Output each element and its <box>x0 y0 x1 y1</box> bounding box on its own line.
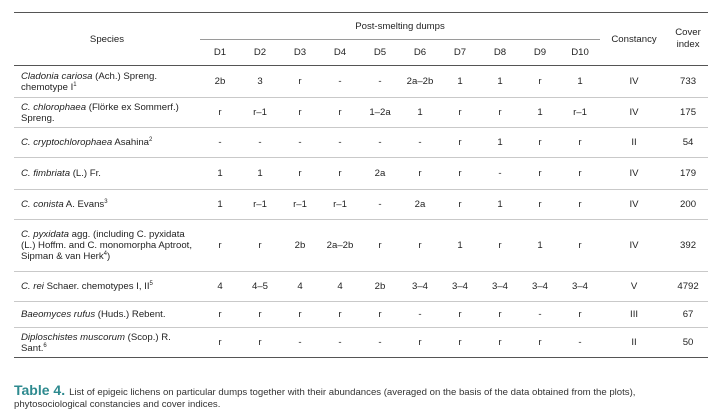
abundance-cell: 3–4 <box>531 281 548 292</box>
table-row <box>14 220 708 272</box>
constancy-cell: IV <box>629 76 639 87</box>
species-name <box>14 302 200 328</box>
species-name-tail: ) <box>107 251 111 262</box>
species-name <box>14 98 200 128</box>
species-authority: (Huds.) Rebent. <box>95 309 166 320</box>
abundance-cell: r <box>498 107 502 118</box>
abundance-cell: r <box>458 337 462 348</box>
dump-header-d1: D1 <box>200 40 240 66</box>
constancy-cell: IV <box>629 107 639 118</box>
abundance-cell: 1 <box>217 199 223 210</box>
table-row <box>14 66 708 98</box>
species-name-italic: C. conista <box>21 199 64 210</box>
caption-title: Table 4. <box>14 382 66 398</box>
abundance-cell: r <box>578 199 582 210</box>
constancy-cell: II <box>631 137 637 148</box>
abundance-cell: r <box>458 137 462 148</box>
species-header: Species <box>14 13 200 66</box>
abundance-cell: 1 <box>457 76 463 87</box>
species-name-italic: C. pyxidata <box>21 229 69 240</box>
abundance-cell: 2a–2b <box>326 240 354 251</box>
abundance-cell: r <box>538 337 542 348</box>
abundance-cell: r–1 <box>333 199 347 210</box>
abundance-cell: - <box>298 337 302 348</box>
species-name <box>14 158 200 190</box>
abundance-cell: r <box>418 168 422 179</box>
abundance-cell: r <box>258 240 262 251</box>
abundance-cell: r <box>418 240 422 251</box>
abundance-cell: - <box>218 137 222 148</box>
abundance-cell: 2b <box>214 76 226 87</box>
abundance-cell: r <box>298 76 302 87</box>
abundance-cell: r <box>538 168 542 179</box>
abundance-cell: 1 <box>537 240 543 251</box>
constancy-cell: II <box>631 337 637 348</box>
cover-index-cell: 50 <box>682 337 694 348</box>
caption-text: List of epigeic lichens on particular dumps together with their abundances (averaged on the basis of the data obtained from the plots), phytosociological constancies and cover indices. <box>14 387 636 410</box>
abundance-cell: r <box>498 337 502 348</box>
table-row <box>14 272 708 302</box>
abundance-cell: 1 <box>537 107 543 118</box>
abundance-cell: 1 <box>497 76 503 87</box>
abundance-cell: - <box>578 337 582 348</box>
abundance-cell: 1 <box>257 168 263 179</box>
constancy-cell: IV <box>629 168 639 179</box>
abundance-cell: r <box>418 337 422 348</box>
species-authority: agg. (including C. pyxidata (L.) Hoffm. and C. monomorpha Aptroot, Sipman & van Herk <box>21 229 192 262</box>
cover-index-cell: 392 <box>680 240 697 251</box>
abundance-cell: r–1 <box>573 107 587 118</box>
abundance-cell: r <box>338 168 342 179</box>
abundance-cell: 1 <box>577 76 583 87</box>
abundance-cell: 1 <box>417 107 423 118</box>
species-name-italic: Cladonia cariosa <box>21 70 93 82</box>
abundance-cell: - <box>538 309 542 320</box>
abundance-cell: - <box>338 337 342 348</box>
dump-header-d6: D6 <box>400 40 440 66</box>
constancy-header: Constancy <box>600 13 668 66</box>
abundance-cell: r <box>538 76 542 87</box>
abundance-cell: r <box>538 137 542 148</box>
abundance-cell: 2b <box>294 240 306 251</box>
constancy-cell: V <box>630 281 638 292</box>
abundance-cell: - <box>298 137 302 148</box>
abundance-cell: - <box>378 199 382 210</box>
abundance-cell: r <box>298 107 302 118</box>
abundance-cell: r <box>578 309 582 320</box>
abundance-cell: r <box>578 168 582 179</box>
cover-index-cell: 179 <box>680 168 697 179</box>
cover-index-cell: 54 <box>682 137 694 148</box>
abundance-cell: r <box>578 240 582 251</box>
species-name-italic: Baeomyces rufus <box>21 309 96 320</box>
abundance-cell: r <box>378 309 382 320</box>
constancy-cell: IV <box>629 240 639 251</box>
species-authority: Schaer. chemotypes I, II <box>43 281 150 292</box>
footnote-mark: 4 <box>103 250 107 257</box>
abundance-cell: - <box>418 309 422 320</box>
abundance-cell: 4 <box>337 281 343 292</box>
abundance-cell: r <box>498 240 502 251</box>
species-name-italic: C. chlorophaea <box>21 101 87 113</box>
abundance-cell: r <box>218 240 222 251</box>
species-name-italic: C. fimbriata <box>21 168 71 179</box>
abundance-cell: r <box>458 168 462 179</box>
dump-header-d8: D8 <box>480 40 520 66</box>
dump-header-d5: D5 <box>360 40 400 66</box>
species-authority: (Flörke ex Sommerf.) Spreng. <box>21 101 179 124</box>
abundance-cell: 4–5 <box>251 281 268 292</box>
footnote-mark: 6 <box>43 342 47 349</box>
species-name <box>14 328 200 358</box>
table-container <box>14 12 708 358</box>
abundance-cell: r <box>458 199 462 210</box>
dump-header-d9: D9 <box>520 40 560 66</box>
dump-header-d2: D2 <box>240 40 280 66</box>
dump-header-d7: D7 <box>440 40 480 66</box>
abundance-cell: r <box>338 107 342 118</box>
cover-index-label: Cover index <box>675 27 701 50</box>
abundance-cell: r <box>218 337 222 348</box>
abundance-cell: r <box>458 309 462 320</box>
dump-header-d4: D4 <box>320 40 360 66</box>
species-name <box>14 220 200 272</box>
abundance-cell: r <box>298 309 302 320</box>
species-name-italic: C. rei <box>21 281 44 292</box>
constancy-cell: III <box>630 309 639 320</box>
abundance-cell: 3–4 <box>451 281 468 292</box>
cover-index-cell: 4792 <box>677 281 699 292</box>
abundance-cell: r–1 <box>253 107 267 118</box>
abundance-cell: r–1 <box>293 199 307 210</box>
species-authority: A. Evans <box>63 199 105 210</box>
table-row <box>14 302 708 328</box>
table-row <box>14 128 708 158</box>
abundance-cell: r <box>298 168 302 179</box>
abundance-cell: 2a–2b <box>406 76 434 87</box>
table-row <box>14 158 708 190</box>
species-name-italic: Diploschistes muscorum <box>21 331 125 343</box>
table-caption <box>14 384 708 411</box>
abundance-cell: - <box>418 137 422 148</box>
abundance-cell: r–1 <box>253 199 267 210</box>
species-name <box>14 66 200 98</box>
abundance-cell: r <box>218 107 222 118</box>
abundance-cell: 4 <box>217 281 223 292</box>
table-body <box>14 66 708 358</box>
cover-index-cell: 733 <box>680 76 697 87</box>
table-row <box>14 98 708 128</box>
abundance-cell: r <box>258 337 262 348</box>
footnote-mark: 2 <box>149 136 153 143</box>
abundance-cell: 1 <box>457 240 463 251</box>
constancy-cell: IV <box>629 199 639 210</box>
cover-index-cell: 67 <box>682 309 694 320</box>
species-authority: (Scop.) R. Sant. <box>21 331 171 354</box>
abundance-cell: - <box>378 137 382 148</box>
abundance-cell: r <box>378 240 382 251</box>
table-row <box>14 190 708 220</box>
abundance-cell: 2a <box>414 199 426 210</box>
cover-index-cell: 175 <box>680 107 697 118</box>
dump-header-d10: D10 <box>560 40 600 66</box>
abundance-cell: - <box>338 76 342 87</box>
abundance-cell: - <box>498 168 502 179</box>
species-name-italic: C. cryptochlorophaea <box>21 137 113 148</box>
abundance-cell: 1–2a <box>369 107 391 118</box>
abundance-cell: r <box>258 309 262 320</box>
species-name <box>14 190 200 220</box>
footnote-mark: 5 <box>149 280 153 287</box>
abundance-cell: 1 <box>497 137 503 148</box>
cover-index-cell: 200 <box>680 199 697 210</box>
abundance-cell: 3–4 <box>491 281 508 292</box>
abundance-cell: - <box>378 76 382 87</box>
abundance-cell: 1 <box>497 199 503 210</box>
footnote-mark: 3 <box>104 198 108 205</box>
table-row <box>14 328 708 358</box>
abundance-cell: - <box>338 137 342 148</box>
abundance-cell: - <box>378 337 382 348</box>
abundance-cell: r <box>498 309 502 320</box>
abundance-cell: r <box>218 309 222 320</box>
abundance-cell: r <box>338 309 342 320</box>
species-authority: Asahina <box>112 137 150 148</box>
species-authority: (Ach.) Spreng. chemotype I <box>21 70 157 93</box>
footnote-mark: 1 <box>73 81 77 88</box>
abundance-cell: r <box>578 137 582 148</box>
abundance-cell: 3–4 <box>572 281 589 292</box>
abundance-cell: 3 <box>257 76 263 87</box>
abundance-cell: 1 <box>217 168 223 179</box>
species-name <box>14 272 200 302</box>
dump-header-d3: D3 <box>280 40 320 66</box>
lichen-table <box>14 12 708 358</box>
dumps-group-header: Post-smelting dumps <box>200 13 600 40</box>
abundance-cell: - <box>258 137 262 148</box>
species-name <box>14 128 200 158</box>
abundance-cell: r <box>538 199 542 210</box>
abundance-cell: 3–4 <box>411 281 428 292</box>
abundance-cell: r <box>458 107 462 118</box>
cover-index-header <box>668 13 708 66</box>
abundance-cell: 4 <box>297 281 303 292</box>
species-authority: (L.) Fr. <box>70 168 101 179</box>
abundance-cell: 2a <box>374 168 386 179</box>
abundance-cell: 2b <box>374 281 386 292</box>
